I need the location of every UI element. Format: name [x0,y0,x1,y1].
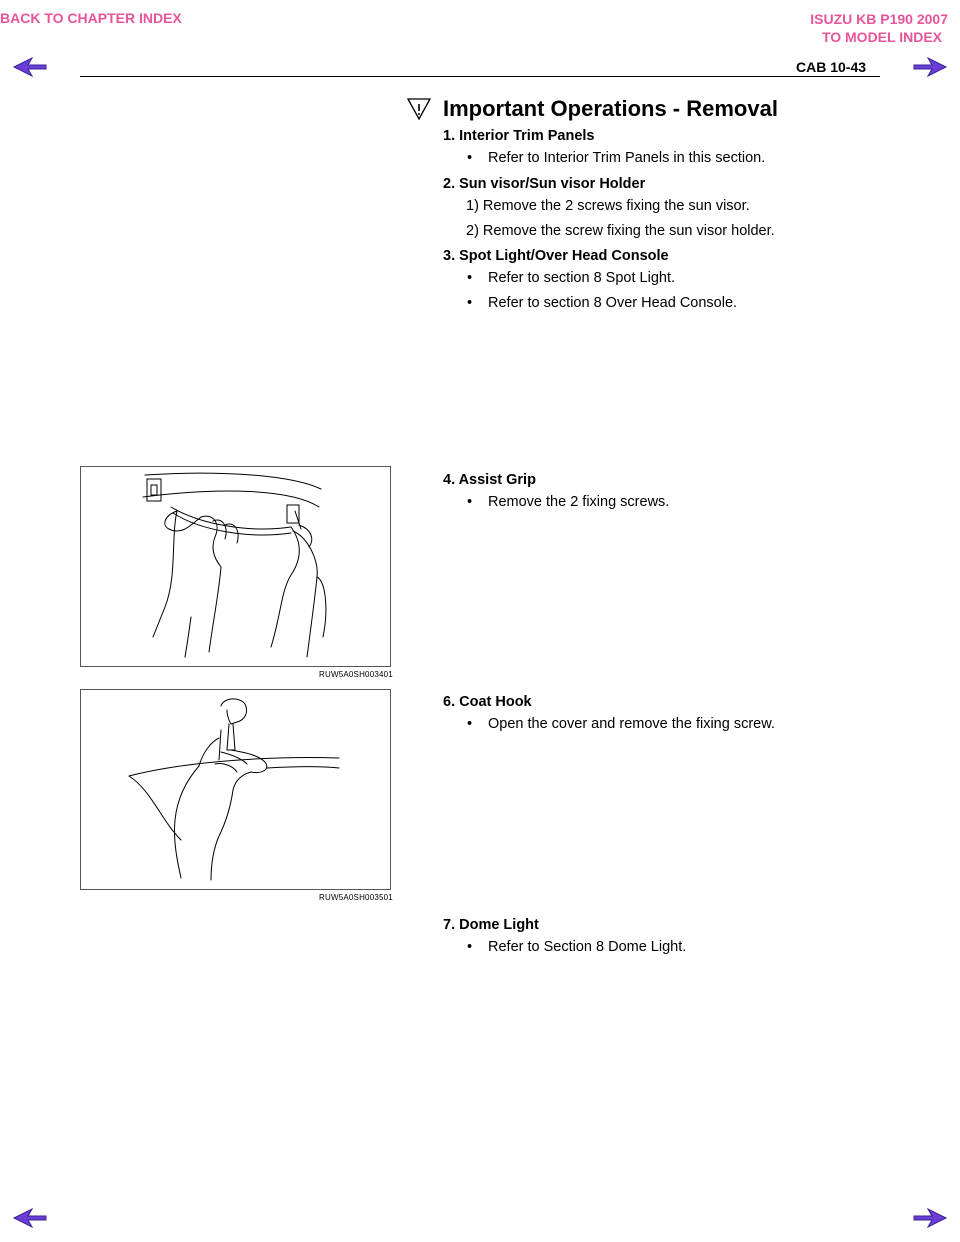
item-title: 7. Dome Light [443,917,539,933]
coat-hook-figure [80,689,391,890]
bullet-text: Refer to Section 8 Dome Light. [488,939,687,955]
bullet-icon: • [467,716,473,732]
bullet-icon: • [467,270,473,286]
bullet-text: Refer to section 8 Over Head Console. [488,295,738,311]
left-arrow-icon[interactable] [12,1207,48,1229]
figure-code: RUW5A0SH003401 [319,670,393,679]
bullet-text: Refer to Interior Trim Panels in this section. [488,150,766,166]
back-to-chapter-index-link[interactable]: BACK TO CHAPTER INDEX [0,10,182,26]
bullet-text: Remove the 2 fixing screws. [488,494,670,510]
item-title: 6. Coat Hook [443,694,532,710]
left-arrow-icon[interactable] [12,56,48,78]
model-title: ISUZU KB P190 2007 [810,11,948,27]
model-index-label: TO MODEL INDEX [821,29,942,45]
figure-code: RUW5A0SH003501 [319,893,393,902]
item-title: 2. Sun visor/Sun visor Holder [443,176,646,192]
bullet-text: Refer to section 8 Spot Light. [488,270,675,286]
header-rule [80,76,880,77]
bullet-icon: • [467,939,473,955]
item-title: 1. Interior Trim Panels [443,128,595,144]
assist-grip-figure [80,466,391,667]
item-title: 4. Assist Grip [443,472,536,488]
item-title: 3. Spot Light/Over Head Console [443,248,669,264]
bullet-text: Open the cover and remove the fixing screw. [488,716,775,732]
coat-hook-illustration [81,690,390,889]
bullet-icon: • [467,295,473,311]
bullet-icon: • [467,494,473,510]
section-heading: Important Operations - Removal [443,96,778,121]
warning-triangle-icon [406,96,432,122]
to-model-index-link[interactable] [810,10,948,46]
step-text: 2) Remove the screw fixing the sun visor holder. [466,223,775,239]
step-text: 1) Remove the 2 screws fixing the sun visor. [466,198,750,214]
bullet-icon: • [467,150,473,166]
assist-grip-illustration [81,467,390,666]
right-arrow-icon[interactable] [912,56,948,78]
page-number: CAB 10-43 [796,59,867,75]
right-arrow-icon[interactable] [912,1207,948,1229]
